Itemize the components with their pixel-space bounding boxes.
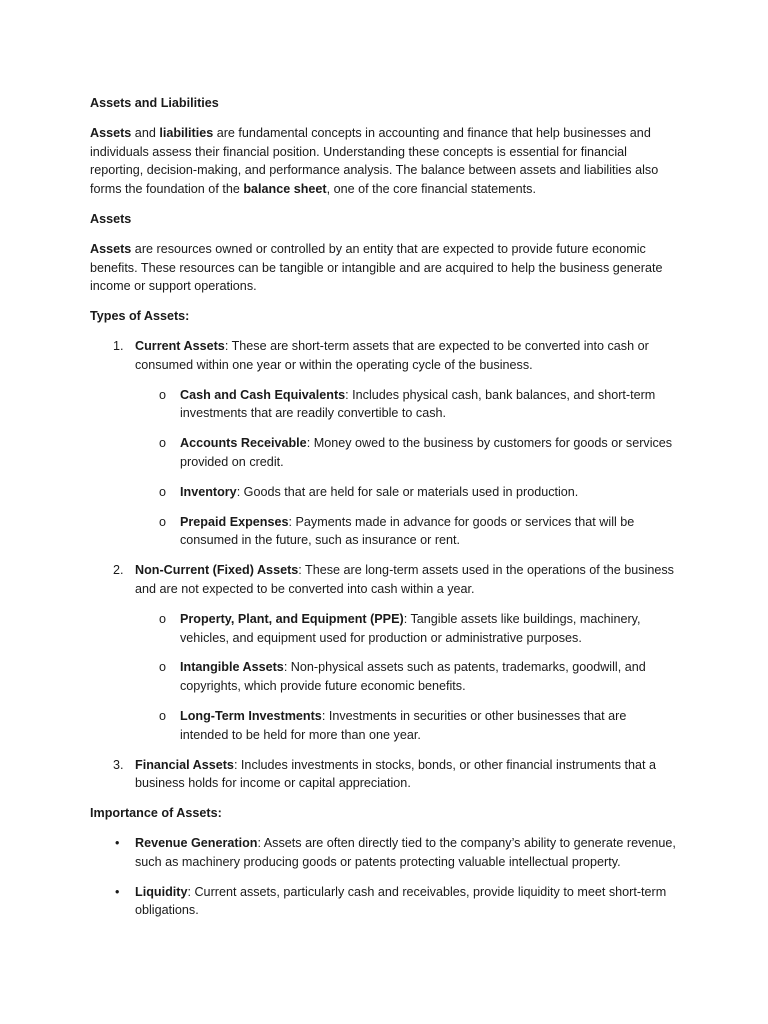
- list-number: 1.: [113, 338, 124, 353]
- assets-heading: Assets: [90, 211, 132, 226]
- list-desc: : These are long-term assets used in the operations of the business and are not expected to be converted into cash within a year.: [135, 563, 674, 596]
- term-liabilities: liabilities: [159, 125, 214, 140]
- sub-list-item: [90, 707, 678, 745]
- sub-bullet-icon: o: [159, 611, 167, 626]
- sub-term: Property, Plant, and Equipment (PPE): [180, 611, 404, 626]
- sub-list-item: [90, 386, 678, 424]
- sub-desc: : Investments in securities or other businesses that are intended to be held for more than one year.: [180, 708, 627, 742]
- sub-term: Inventory: [180, 484, 237, 499]
- sub-desc: : Tangible assets like buildings, machinery, vehicles, and equipment used for production or administrative purposes.: [180, 611, 641, 645]
- list-desc: : Includes investments in stocks, bonds, or other financial instruments that a business holds for income or capital appreciation.: [135, 757, 657, 791]
- sub-list-item: [90, 483, 678, 502]
- list-item: [90, 337, 678, 375]
- sub-list-item: [90, 513, 678, 551]
- list-number: 2.: [113, 563, 124, 578]
- types-list: [90, 337, 678, 793]
- sub-bullet-icon: o: [159, 387, 167, 402]
- bullet-term: Revenue Generation: [135, 835, 258, 850]
- sub-term: Accounts Receivable: [180, 436, 307, 451]
- sub-bullet-icon: o: [159, 660, 167, 675]
- assets-def-text: are resources owned or controlled by an entity that are expected to provide future economic benefits. These resources can be tangible or intangible and are acquired to help the business generate income or support operations.: [90, 241, 663, 294]
- intro-text-3: , one of the core financial statements.: [326, 182, 536, 197]
- sub-desc: : Money owed to the business by customers for goods or services provided on credit.: [180, 436, 673, 469]
- sub-term: Prepaid Expenses: [180, 514, 289, 529]
- bullet-icon: •: [115, 884, 120, 899]
- sub-term: Intangible Assets: [180, 660, 284, 675]
- intro-text-1: and: [131, 125, 160, 140]
- sub-desc: : Goods that are held for sale or materials used in production.: [236, 484, 579, 499]
- sub-desc: : Payments made in advance for goods or services that will be consumed in the future, such as insurance or rent.: [180, 514, 635, 548]
- term-balance-sheet: balance sheet: [243, 182, 327, 197]
- list-item: [90, 756, 678, 794]
- list-term: Financial Assets: [135, 757, 234, 772]
- sub-desc: : Non-physical assets such as patents, trademarks, goodwill, and copyrights, which provide future economic benefits.: [180, 660, 646, 694]
- term-assets: Assets: [90, 125, 132, 140]
- intro-paragraph: [90, 124, 678, 199]
- sub-list-item: [90, 610, 678, 648]
- sub-desc: : Includes physical cash, bank balances, and short-term investments that are readily convertible to cash.: [180, 387, 656, 421]
- document-title: Assets and Liabilities: [90, 96, 219, 110]
- list-term: Current Assets: [135, 338, 225, 353]
- list-desc: : These are short-term assets that are expected to be converted into cash or consumed within one year or within the operating cycle of the business.: [135, 338, 649, 372]
- term-assets-def: Assets: [90, 241, 132, 256]
- list-item: [90, 561, 678, 599]
- bullet-item: [90, 883, 678, 921]
- sub-bullet-icon: o: [159, 708, 167, 723]
- types-heading: Types of Assets:: [90, 309, 190, 324]
- sub-list-item: [90, 434, 678, 472]
- list-number: 3.: [113, 757, 124, 772]
- bullet-desc: : Current assets, particularly cash and receivables, provide liquidity to meet short-term obligations.: [135, 884, 667, 918]
- sub-bullet-icon: o: [159, 436, 167, 451]
- bullet-icon: •: [115, 835, 120, 850]
- importance-list: [90, 834, 678, 920]
- bullet-desc: : Assets are often directly tied to the company’s ability to generate revenue, such as machinery producing goods or patents protecting valuable intellectual property.: [135, 835, 676, 869]
- sub-term: Long-Term Investments: [180, 708, 322, 723]
- sub-bullet-icon: o: [159, 514, 167, 529]
- sub-bullet-icon: o: [159, 484, 167, 499]
- sub-term: Cash and Cash Equivalents: [180, 387, 346, 402]
- list-term: Non-Current (Fixed) Assets: [135, 563, 299, 578]
- assets-definition: [90, 240, 678, 296]
- importance-heading: Importance of Assets:: [90, 806, 222, 821]
- intro-text-2: are fundamental concepts in accounting and finance that help businesses and individuals assess their financial position. Understanding these concepts is essential for financial reporting, decision-making, and performance analysis. The balance between assets and liabilities also forms the foundation of the: [90, 125, 659, 197]
- sub-list-item: [90, 658, 678, 696]
- bullet-item: [90, 834, 678, 872]
- bullet-term: Liquidity: [135, 884, 188, 899]
